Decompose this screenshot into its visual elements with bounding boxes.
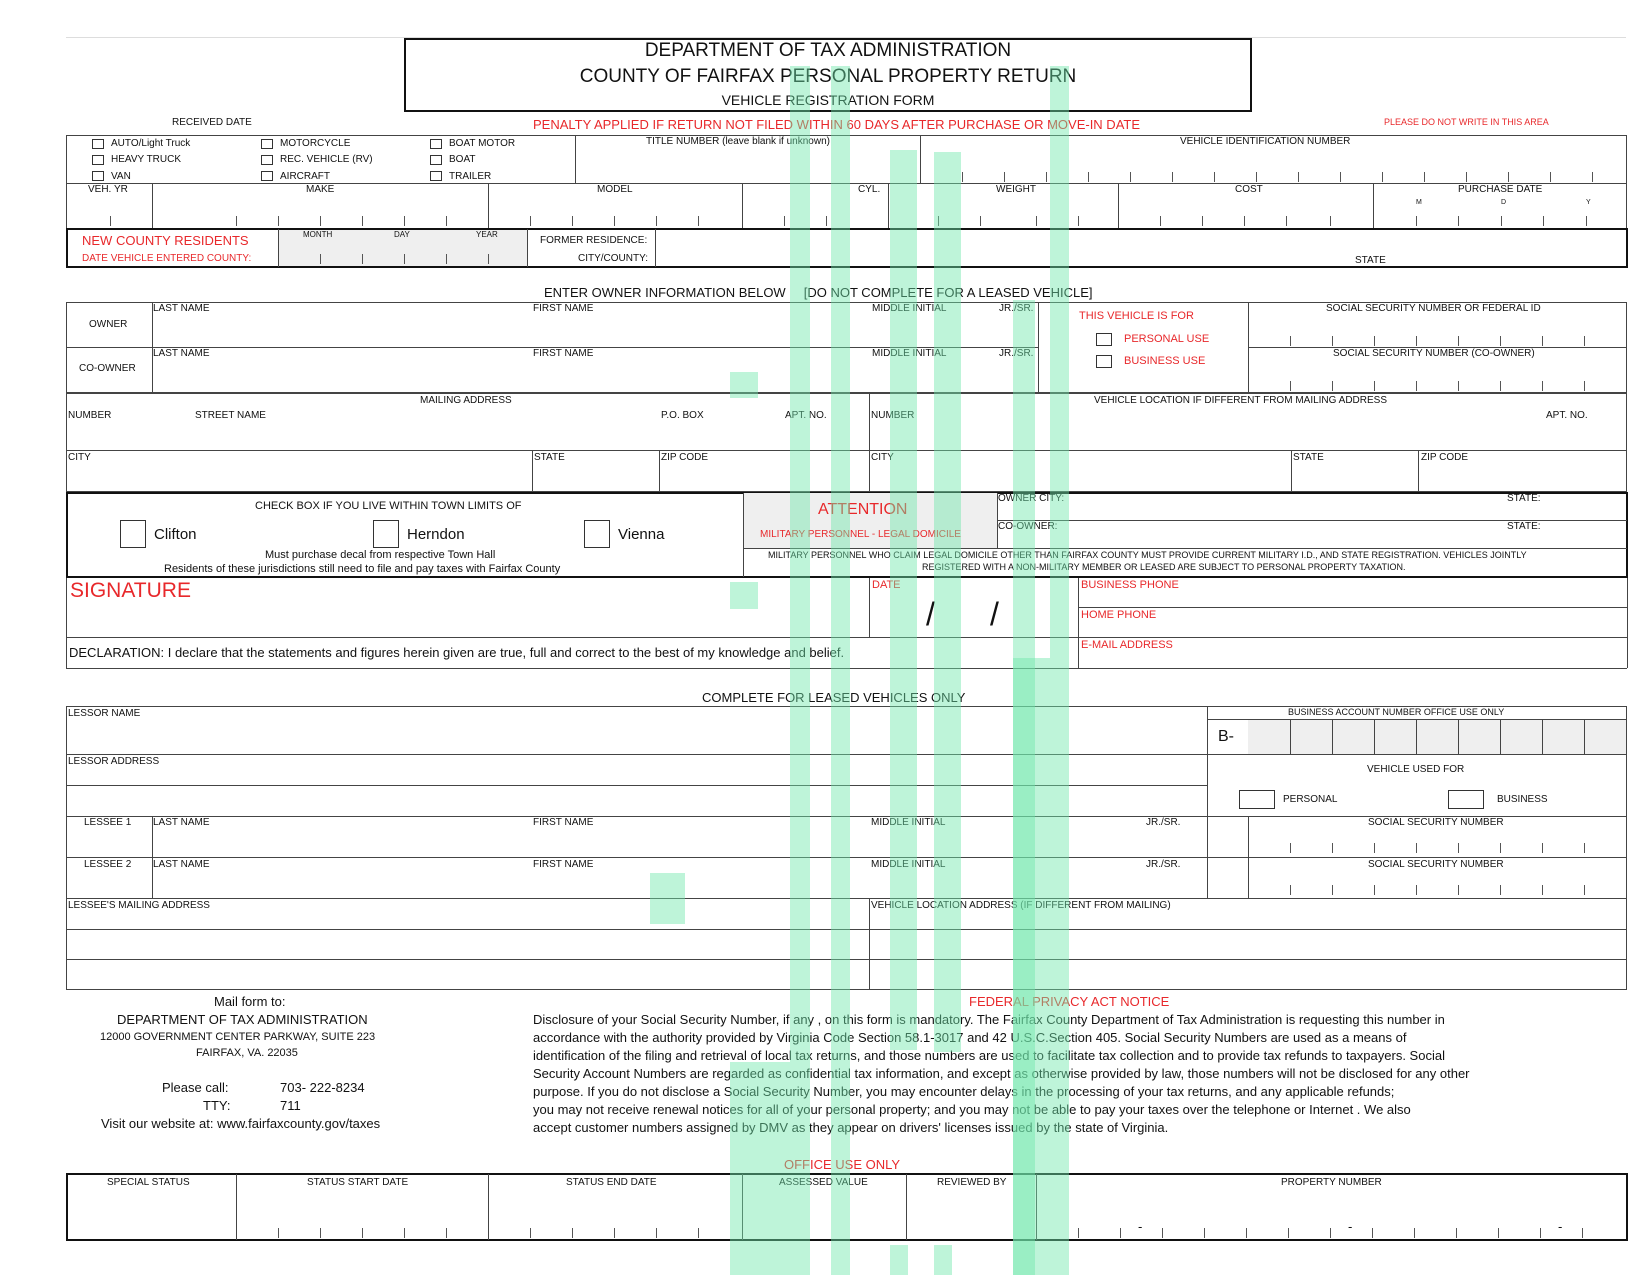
type-van-checkbox[interactable]: [92, 171, 104, 181]
coowner-last-name-label: LAST NAME: [153, 348, 210, 359]
veh-loc-apt-label: APT. NO.: [1546, 410, 1588, 421]
overlay-strip: [934, 152, 961, 1052]
entry-tick: [404, 216, 405, 226]
owner-jr-label: JR./SR.: [999, 303, 1034, 314]
entry-tick: [1286, 216, 1287, 226]
year-label: YEAR: [476, 230, 498, 239]
privacy-line: Disclosure of your Social Security Number, if any , on this form is mandatory. The Fairfax County Department of Tax Administration is requesting this number in: [533, 1012, 1445, 1027]
entry-tick: [1088, 172, 1089, 182]
mailing-address-label: MAILING ADDRESS: [420, 395, 512, 406]
mail-dept: DEPARTMENT OF TAX ADMINISTRATION: [117, 1012, 368, 1027]
property-dash-2: -: [1348, 1219, 1353, 1234]
town-check-text: CHECK BOX IF YOU LIVE WITHIN TOWN LIMITS OF: [255, 500, 522, 512]
type-boat-motor-label: BOAT MOTOR: [449, 138, 516, 149]
privacy-title: FEDERAL PRIVACY ACT NOTICE: [969, 994, 1170, 1009]
entry-tick: [1374, 381, 1375, 391]
sig-date-label: DATE: [872, 579, 901, 591]
type-trailer-checkbox[interactable]: [430, 171, 442, 181]
entry-tick: [1586, 216, 1587, 226]
special-status-label: SPECIAL STATUS: [107, 1177, 190, 1188]
entry-tick: [1458, 381, 1459, 391]
former-residence-label: FORMER RESIDENCE:: [540, 235, 648, 246]
mail-addr-2: FAIRFAX, VA. 22035: [196, 1047, 298, 1059]
type-boat-motor-checkbox[interactable]: [430, 139, 442, 149]
entry-tick: [1584, 381, 1585, 391]
lessor-name-label: LESSOR NAME: [68, 708, 141, 719]
overlay-block: [730, 372, 758, 398]
coowner-city-label: CO-OWNER:: [998, 521, 1058, 532]
make-label: MAKE: [306, 184, 335, 195]
address-number-label: NUMBER: [68, 410, 112, 421]
clifton-checkbox[interactable]: [120, 520, 146, 548]
veh-yr-label: VEH. YR: [88, 184, 128, 195]
vin-label: VEHICLE IDENTIFICATION NUMBER: [1180, 136, 1351, 147]
entry-tick: [698, 1228, 699, 1238]
entry-tick: [614, 216, 615, 226]
coowner-state-label: STATE:: [1507, 521, 1541, 532]
entry-tick: [1458, 336, 1459, 346]
entry-tick: [1374, 843, 1375, 853]
day-label: DAY: [394, 230, 410, 239]
entry-tick: [446, 1228, 447, 1238]
entry-tick: [1332, 381, 1333, 391]
privacy-line: you may not receive renewal notices for all of your personal property; and you may not be able to pay your taxes over the telephone or Internet . We also: [533, 1102, 1411, 1117]
attention-label: ATTENTION: [818, 501, 908, 518]
ban-divider: [1416, 720, 1417, 754]
lessee-mailing-label: LESSEE'S MAILING ADDRESS: [68, 900, 210, 911]
entry-tick: [980, 216, 981, 226]
entry-tick: [1290, 885, 1291, 895]
entry-tick: [1130, 172, 1131, 182]
entry-tick: [1330, 216, 1331, 226]
overlay-strip: [831, 66, 850, 1275]
type-auto-label: AUTO/Light Truck: [111, 138, 191, 149]
zip-label: ZIP CODE: [661, 452, 709, 463]
privacy-line: accordance with the authority provided by Virginia Code Section 58.1-3017 and 42 U.S.C.Section 405. Social Security Numbers are used as a means of: [533, 1030, 1407, 1045]
lessee1-jr-label: JR./SR.: [1146, 817, 1181, 828]
property-number-label: PROPERTY NUMBER: [1281, 1177, 1382, 1188]
entry-tick: [320, 216, 321, 226]
lessee2-label: LESSEE 2: [84, 859, 132, 870]
herndon-checkbox[interactable]: [373, 520, 399, 548]
entry-tick: [614, 1228, 615, 1238]
entry-tick: [1046, 172, 1047, 182]
ban-divider: [1332, 720, 1333, 754]
overlay-strip: [730, 1062, 790, 1275]
overlay-strip: [1050, 66, 1069, 1275]
email-label: E-MAIL ADDRESS: [1081, 639, 1173, 651]
type-trailer-label: TRAILER: [449, 171, 492, 182]
entry-tick: [530, 216, 531, 226]
veh-loc-city-label: CITY: [871, 452, 894, 463]
coowner-first-name-label: FIRST NAME: [533, 348, 594, 359]
entry-tick: [1584, 843, 1585, 853]
type-boat-label: BOAT: [449, 154, 476, 165]
entry-tick: [1416, 381, 1417, 391]
ban-divider: [1290, 720, 1291, 754]
entry-tick: [1332, 885, 1333, 895]
military-note-2: REGISTERED WITH A NON-MILITARY MEMBER OR LEASED ARE SUBJECT TO PERSONAL PROPERTY TAXATION.: [922, 562, 1406, 572]
pd-d-label: D: [1501, 199, 1507, 206]
owner-last-name-label: LAST NAME: [153, 303, 210, 314]
entry-tick: [1332, 336, 1333, 346]
model-label: MODEL: [597, 184, 633, 195]
b-prefix: B-: [1218, 728, 1234, 745]
received-date-label: RECEIVED DATE: [172, 117, 252, 128]
entry-tick: [1542, 843, 1543, 853]
entry-tick: [1498, 1228, 1499, 1238]
personal-use-checkbox[interactable]: [1096, 333, 1112, 346]
entry-tick: [1500, 336, 1501, 346]
vienna-checkbox[interactable]: [584, 520, 610, 548]
type-rv-checkbox[interactable]: [261, 155, 273, 165]
entry-tick: [404, 254, 405, 264]
former-state-label: STATE: [1355, 255, 1386, 266]
entry-tick: [1172, 172, 1173, 182]
entry-tick: [1372, 1228, 1373, 1238]
lessee1-ssn-label: SOCIAL SECURITY NUMBER: [1368, 817, 1504, 828]
apt-no-label: APT. NO.: [785, 410, 827, 421]
purchase-date-label: PURCHASE DATE: [1458, 184, 1543, 195]
vehicle-for-label: THIS VEHICLE IS FOR: [1079, 310, 1194, 322]
new-residents-heading: NEW COUNTY RESIDENTS: [82, 233, 249, 248]
entry-tick: [1456, 1228, 1457, 1238]
entry-tick: [362, 254, 363, 264]
owner-label: OWNER: [89, 319, 128, 330]
entry-tick: [1458, 216, 1459, 226]
cyl-label: CYL.: [858, 184, 881, 195]
entry-tick: [488, 254, 489, 264]
overlay-strip: [890, 150, 917, 1050]
business-phone-label: BUSINESS PHONE: [1081, 579, 1179, 591]
mail-to-label: Mail form to:: [214, 994, 286, 1009]
ban-divider: [1458, 720, 1459, 754]
property-dash-3: -: [1558, 1219, 1563, 1234]
entry-tick: [1466, 172, 1467, 182]
street-name-label: STREET NAME: [195, 410, 266, 421]
type-rv-label: REC. VEHICLE (RV): [280, 154, 373, 165]
form-title: COUNTY OF FAIRFAX PERSONAL PROPERTY RETURN: [579, 66, 1077, 87]
entry-tick: [1290, 336, 1291, 346]
entry-tick: [1160, 216, 1161, 226]
entry-tick: [1120, 1228, 1121, 1238]
veh-loc-state-label: STATE: [1293, 452, 1324, 463]
military-legal-label: MILITARY PERSONNEL - LEGAL DOMICILE: [760, 529, 961, 540]
entry-tick: [278, 1228, 279, 1238]
office-use-title: OFFICE USE ONLY: [784, 1157, 901, 1172]
entry-tick: [1204, 1228, 1205, 1238]
entry-tick: [1246, 1228, 1247, 1238]
home-phone-label: HOME PHONE: [1081, 609, 1157, 621]
entry-tick: [320, 1228, 321, 1238]
vienna-label: Vienna: [618, 526, 665, 543]
mail-addr-1: 12000 GOVERNMENT CENTER PARKWAY, SUITE 223: [100, 1031, 376, 1043]
clifton-label: Clifton: [154, 526, 197, 543]
lessee1-first-label: FIRST NAME: [533, 817, 594, 828]
penalty-notice: PENALTY APPLIED IF RETURN NOT FILED WITHIN 60 DAYS AFTER PURCHASE OR MOVE-IN DATE: [533, 117, 1141, 132]
entry-tick: [784, 216, 785, 226]
tty-label: TTY:: [203, 1098, 231, 1113]
type-auto-checkbox[interactable]: [92, 139, 104, 149]
entry-tick: [1416, 843, 1417, 853]
lessee2-first-label: FIRST NAME: [533, 859, 594, 870]
privacy-line: Security Account Numbers are regarded as confidential tax information, and except as otherwise provided by law, those numbers will not be disclosed for any other: [533, 1066, 1470, 1081]
ssn-fed-label: SOCIAL SECURITY NUMBER OR FEDERAL ID: [1326, 303, 1541, 314]
entry-tick: [1004, 172, 1005, 182]
title-number-label: TITLE NUMBER (leave blank if unknown): [646, 136, 830, 147]
entry-tick: [110, 216, 111, 226]
entry-tick: [1582, 1228, 1583, 1238]
lessor-address-label: LESSOR ADDRESS: [68, 756, 160, 767]
website-text: Visit our website at: www.fairfaxcounty.gov/taxes: [101, 1116, 381, 1131]
month-label: MONTH: [303, 230, 333, 239]
entry-tick: [962, 172, 963, 182]
entry-tick: [1584, 885, 1585, 895]
signature-label: SIGNATURE: [70, 579, 191, 602]
assessed-value-label: ASSESSED VALUE: [779, 1177, 868, 1188]
vehicle-location-label: VEHICLE LOCATION IF DIFFERENT FROM MAILING ADDRESS: [1094, 395, 1388, 406]
call-number: 703- 222-8234: [280, 1080, 365, 1095]
military-note-1: MILITARY PERSONNEL WHO CLAIM LEGAL DOMICILE OTHER THAN FAIRFAX COUNTY MUST PROVIDE CURRENT MILITARY I.D., AND STATE REGISTRATION. VEHICLES JOINTLY: [768, 550, 1527, 560]
entry-tick: [1584, 336, 1585, 346]
type-van-label: VAN: [111, 171, 131, 182]
entry-tick: [1036, 216, 1037, 226]
entry-tick: [1374, 336, 1375, 346]
entry-tick: [1330, 1228, 1331, 1238]
leased-business-label: BUSINESS: [1497, 794, 1548, 805]
entry-tick: [1078, 216, 1079, 226]
owner-section-title: ENTER OWNER INFORMATION BELOW [DO NOT COMPLETE FOR A LEASED VEHICLE]: [544, 285, 1093, 300]
entry-tick: [1340, 172, 1341, 182]
entry-tick: [1416, 336, 1417, 346]
entry-tick: [1290, 381, 1291, 391]
ssn-co-label: SOCIAL SECURITY NUMBER (CO-OWNER): [1333, 348, 1535, 359]
entry-tick: [698, 216, 699, 226]
entry-tick: [1543, 216, 1544, 226]
dept-title: DEPARTMENT OF TAX ADMINISTRATION: [644, 40, 1012, 61]
overlay-block: [730, 582, 758, 609]
lessee2-jr-label: JR./SR.: [1146, 859, 1181, 870]
entry-tick: [1414, 1228, 1415, 1238]
do-not-write-notice: PLEASE DO NOT WRITE IN THIS AREA: [1384, 117, 1549, 127]
declaration-text: DECLARATION: I declare that the statements and figures herein given are true, full and correct to the best of my knowledge and belief.: [69, 645, 845, 660]
entry-tick: [1500, 381, 1501, 391]
date-slash-1: /: [926, 596, 935, 632]
entry-tick: [1508, 172, 1509, 182]
property-dash-1: -: [1138, 1219, 1143, 1234]
business-use-checkbox[interactable]: [1096, 355, 1112, 368]
po-box-label: P.O. BOX: [661, 410, 704, 421]
privacy-line: purpose. If you do not disclose a Social Security Number, you may encounter delays in the processing of your tax returns, and any applicable refunds;: [533, 1084, 1395, 1099]
entry-tick: [446, 216, 447, 226]
entry-tick: [1288, 1228, 1289, 1238]
type-heavy-truck-checkbox[interactable]: [92, 155, 104, 165]
type-motorcycle-label: MOTORCYCLE: [280, 138, 351, 149]
entry-tick: [1290, 843, 1291, 853]
leased-business-checkbox[interactable]: [1448, 790, 1484, 809]
entry-tick: [1542, 381, 1543, 391]
overlay-strip: [790, 66, 810, 1275]
lessee-veh-loc-label: VEHICLE LOCATION ADDRESS (IF DIFFERENT FROM MAILING): [871, 900, 1171, 911]
status-start-label: STATUS START DATE: [307, 1177, 409, 1188]
overlay-block: [934, 1245, 952, 1275]
coowner-jr-label: JR./SR.: [999, 348, 1034, 359]
entry-tick: [1162, 1228, 1163, 1238]
town-residents-note: Residents of these jurisdictions still need to file and pay taxes with Fairfax County: [164, 563, 561, 575]
pd-m-label: M: [1416, 199, 1422, 206]
lessee1-label: LESSEE 1: [84, 817, 132, 828]
entry-tick: [1298, 172, 1299, 182]
state-label: STATE: [534, 452, 565, 463]
form-subtitle: VEHICLE REGISTRATION FORM: [721, 92, 935, 108]
entry-tick: [1416, 885, 1417, 895]
entry-tick: [404, 1228, 405, 1238]
entry-tick: [1214, 172, 1215, 182]
ban-divider: [1584, 720, 1585, 754]
reviewed-by-label: REVIEWED BY: [937, 1177, 1007, 1188]
lessee2-middle-label: MIDDLE INITIAL: [871, 859, 946, 870]
entry-tick: [278, 216, 279, 226]
leased-section-title: COMPLETE FOR LEASED VEHICLES ONLY: [702, 690, 966, 705]
veh-loc-number-label: NUMBER: [871, 410, 915, 421]
herndon-label: Herndon: [407, 526, 465, 543]
lessee1-middle-label: MIDDLE INITIAL: [871, 817, 946, 828]
entry-tick: [362, 1228, 363, 1238]
leased-personal-checkbox[interactable]: [1239, 790, 1275, 809]
tty-number: 711: [280, 1098, 301, 1113]
entry-tick: [656, 216, 657, 226]
city-county-label: CITY/COUNTY:: [578, 253, 649, 264]
owner-city-label: OWNER CITY:: [998, 493, 1065, 504]
cost-label: COST: [1235, 184, 1263, 195]
entry-tick: [1458, 843, 1459, 853]
entry-tick: [1202, 216, 1203, 226]
owner-middle-label: MIDDLE INITIAL: [872, 303, 947, 314]
coowner-label: CO-OWNER: [79, 363, 136, 374]
overlay-strip: [1013, 658, 1050, 1275]
entry-tick: [362, 216, 363, 226]
entry-tick: [1244, 216, 1245, 226]
veh-loc-zip-label: ZIP CODE: [1421, 452, 1469, 463]
entry-tick: [572, 1228, 573, 1238]
weight-label: WEIGHT: [996, 184, 1036, 195]
overlay-block: [650, 873, 685, 924]
type-aircraft-checkbox[interactable]: [261, 171, 273, 181]
ban-divider: [1542, 720, 1543, 754]
entry-tick: [656, 1228, 657, 1238]
entry-tick: [1500, 885, 1501, 895]
call-label: Please call:: [162, 1080, 229, 1095]
entry-tick: [530, 1228, 531, 1238]
entry-tick: [1542, 336, 1543, 346]
business-use-label: BUSINESS USE: [1124, 355, 1206, 367]
overlay-block: [890, 1245, 908, 1275]
entry-tick: [1382, 172, 1383, 182]
privacy-line: accept customer numbers assigned by DMV as they appear on drivers' licenses issued by the state of Virginia.: [533, 1120, 1169, 1135]
entry-tick: [1458, 885, 1459, 895]
entry-tick: [1592, 172, 1593, 182]
coowner-middle-label: MIDDLE INITIAL: [872, 348, 947, 359]
lessee1-last-label: LAST NAME: [153, 817, 210, 828]
lessee2-last-label: LAST NAME: [153, 859, 210, 870]
type-heavy-truck-label: HEAVY TRUCK: [111, 154, 182, 165]
type-motorcycle-checkbox[interactable]: [261, 139, 273, 149]
entry-tick: [1550, 172, 1551, 182]
entry-tick: [1540, 1228, 1541, 1238]
entry-tick: [1374, 885, 1375, 895]
ban-label: BUSINESS ACCOUNT NUMBER OFFICE USE ONLY: [1288, 707, 1505, 717]
ban-divider: [1374, 720, 1375, 754]
owner-state-label: STATE:: [1507, 493, 1541, 504]
ban-divider: [1500, 720, 1501, 754]
personal-use-label: PERSONAL USE: [1124, 333, 1210, 345]
entry-tick: [1500, 843, 1501, 853]
entry-tick: [320, 254, 321, 264]
entry-tick: [236, 216, 237, 226]
date-slash-2: /: [990, 596, 999, 632]
entry-tick: [572, 216, 573, 226]
entry-tick: [1416, 216, 1417, 226]
entry-tick: [1332, 843, 1333, 853]
entry-tick: [1256, 172, 1257, 182]
pd-y-label: Y: [1586, 199, 1591, 206]
entry-tick: [1424, 172, 1425, 182]
privacy-line: identification of the filing and retrieval of local tax returns, and those numbers are used to facilitate tax collection and to provide tax refunds to taxpayers. Social: [533, 1048, 1445, 1063]
vehicle-used-for-label: VEHICLE USED FOR: [1367, 764, 1465, 775]
entry-tick: [1078, 1228, 1079, 1238]
date-entered-label: DATE VEHICLE ENTERED COUNTY:: [82, 253, 252, 264]
type-boat-checkbox[interactable]: [430, 155, 442, 165]
entry-tick: [446, 254, 447, 264]
decal-note: Must purchase decal from respective Town Hall: [265, 549, 496, 561]
city-label: CITY: [68, 452, 91, 463]
entry-tick: [1501, 216, 1502, 226]
entry-tick: [826, 216, 827, 226]
entry-tick: [1542, 885, 1543, 895]
type-aircraft-label: AIRCRAFT: [280, 171, 330, 182]
status-end-label: STATUS END DATE: [566, 1177, 657, 1188]
lessee2-ssn-label: SOCIAL SECURITY NUMBER: [1368, 859, 1504, 870]
leased-personal-label: PERSONAL: [1283, 794, 1338, 805]
owner-first-name-label: FIRST NAME: [533, 303, 594, 314]
